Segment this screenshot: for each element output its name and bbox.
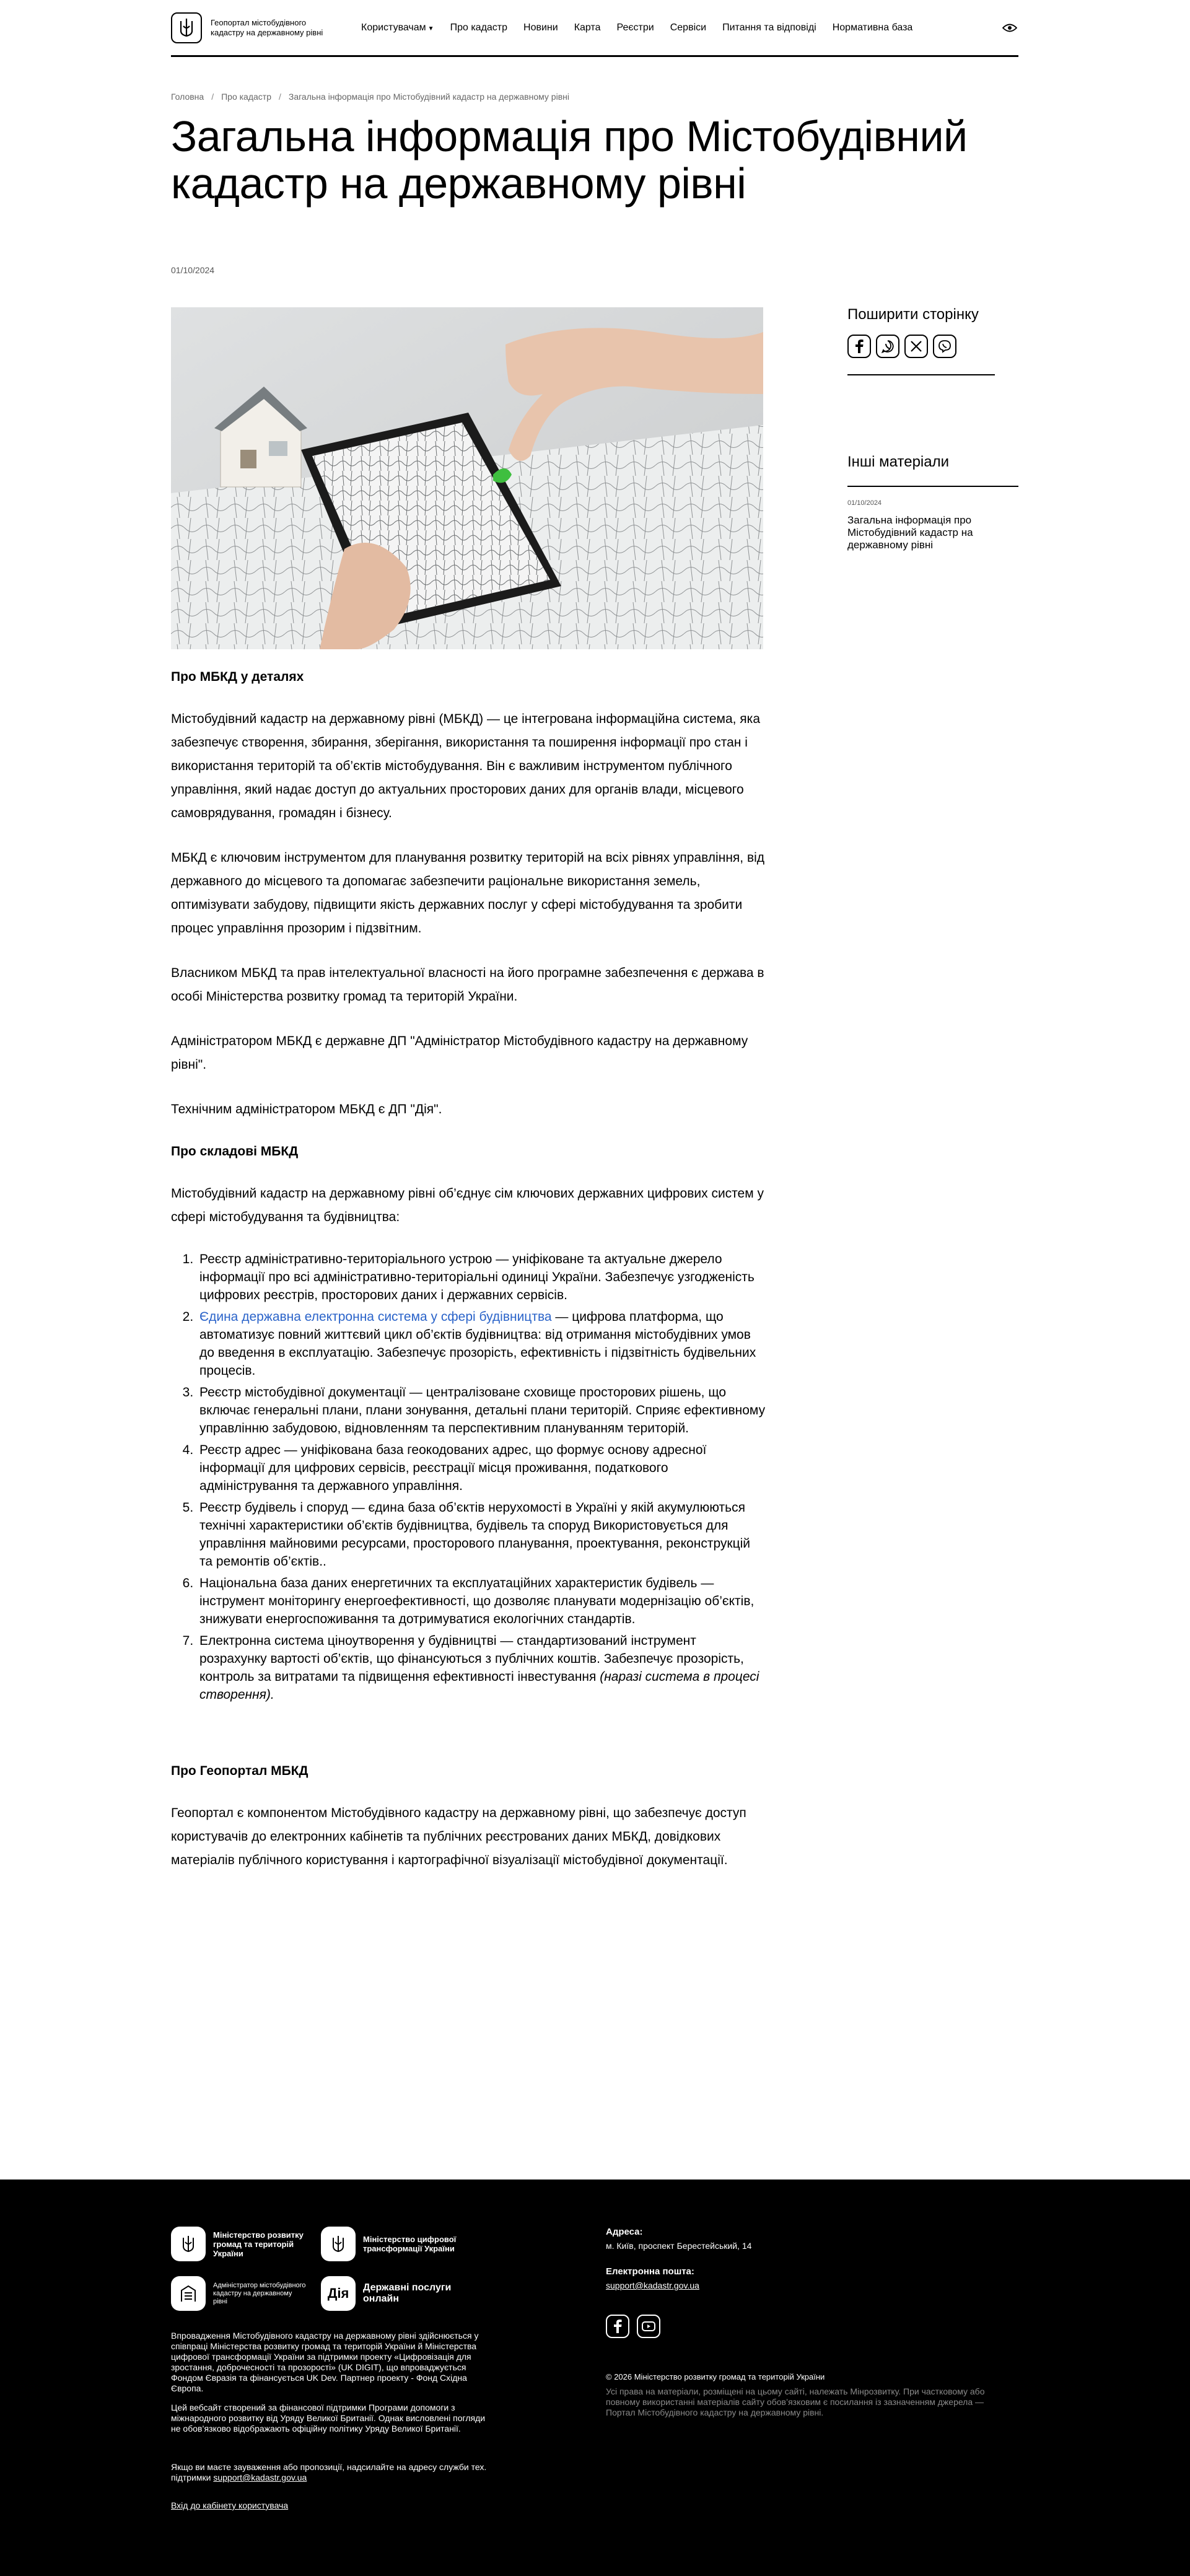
section-heading: Про складові МБКД — [171, 1144, 299, 1159]
section-heading: Про Геопортал МБКД — [171, 1764, 308, 1778]
article-body — [171, 668, 766, 1893]
breadcrumb-home[interactable]: Головна — [171, 92, 204, 102]
list-item-text: Електронна система ціноутворення у будівництві — стандартизований інструмент розрахунку вартості об’єктів, що фінансуються з публічних коштів. Забезпечує прозорість, контроль за витратами та підвищення ефективності інвестування — [199, 1634, 744, 1684]
nav-label: Користувачам — [361, 22, 426, 33]
construction-system-link[interactable]: Єдина державна електронна система у сфері будівництва — [199, 1310, 552, 1324]
address-value: м. Київ, проспект Берестейський, 14 — [606, 2241, 752, 2251]
email-block — [606, 2266, 699, 2290]
nav-item-registries[interactable]: Реєстри — [616, 22, 654, 33]
email-link[interactable]: support@kadastr.gov.ua — [606, 2280, 699, 2290]
youtube-icon[interactable] — [637, 2315, 660, 2338]
email-wrap — [606, 2280, 699, 2290]
trident-logo-icon[interactable] — [171, 12, 202, 43]
address-block — [606, 2227, 751, 2251]
trident-icon — [171, 2227, 206, 2261]
chevron-down-icon: ▼ — [427, 25, 434, 32]
minregion-logo[interactable] — [171, 2227, 306, 2261]
administrator-logo[interactable] — [171, 2276, 306, 2311]
breadcrumb-current: Загальна інформація про Містобудівний кадастр на державному рівні — [288, 92, 569, 102]
whatsapp-icon[interactable] — [876, 335, 899, 358]
paragraph: Містобудівний кадастр на державному рівні (МБКД) — це інтегрована інформаційна система, яка забезпечує створення, збирання, зберігання, використання та поширення інформації про стан і використання територій та об’єктів містобудування. Він є важливим інструментом публічного управління, який надає доступ до актуальних просторових даних для органів влади, місцевого самоврядування, громадян і бізнесу. — [171, 712, 761, 820]
nav-item-news[interactable]: Новини — [523, 22, 558, 33]
list-item-text: — цифрова платформа, що автоматизує повний життєвий цикл об’єктів будівництва: від отримання містобудівних умов до введення в експлуатацію. Забезпечує прозорість, ефективність і підзвітність будівельних процесів. — [199, 1310, 756, 1378]
paragraph: Власником МБКД та прав інтелектуальної власності на його програмне забезпечення є держава в особі Міністерства розвитку громад та територій України. — [171, 966, 764, 1004]
list-item: 3. Реєстр містобудівної документації — централізоване сховище просторових рішень, що включає генеральні плани, плани зонування, детальні плани територій. Сприяє ефективному управлінню забудовою, відновленням та перспективним плануванням територій. — [197, 1383, 766, 1437]
systems-list — [197, 1250, 766, 1704]
rights-notice: Усі права на матеріали, розміщені на цьому сайті, належать Мінрозвитку. При частковому або повному використанні матеріалів сайту обов’язковим є посилання із зазначенням джерела — Портал Містобудівного кадастру на державному рівні. — [606, 2386, 985, 2417]
logo-text[interactable]: Геопортал містобудівного кадастру на державному рівні — [211, 17, 323, 37]
nav-item-map[interactable]: Карта — [574, 22, 601, 33]
paragraph: Адміністратором МБКД є державне ДП "Адміністратор Містобудівного кадастру на державному рівні". — [171, 1034, 748, 1072]
diia-logo[interactable] — [321, 2276, 475, 2311]
x-icon[interactable] — [904, 335, 928, 358]
site-header — [171, 0, 1018, 57]
paragraph: Містобудівний кадастр на державному рівні об’єднує сім ключових державних цифрових систем у сфері містобудування та будівництва: — [171, 1186, 764, 1224]
logo-text: Адміністратор містобудівного кадастру на державному рівні — [213, 2281, 306, 2305]
support-text: Якщо ви маєте зауваження або пропозиції, надсилайте на адресу служби тех. підтримки — [171, 2462, 487, 2482]
site-footer — [0, 2180, 1190, 2576]
main-nav — [353, 22, 921, 33]
list-item: 4. Реєстр адрес — уніфікована база геокодованих адрес, що формує основу адресної інформації для цифрових сервісів, реєстрації місця проживання, податкового адміністрування та державного управління. — [197, 1441, 766, 1495]
support-email-link[interactable]: support@kadastr.gov.ua — [213, 2473, 307, 2482]
footer-paragraph: Цей вебсайт створений за фінансової підтримки Програми допомоги з міжнародного розвитку від Уряду Великої Британії. Однак висловлені погляди не обов’язково відображають офіційну політику Уряду Великої Британії. — [171, 2403, 486, 2434]
share-icons — [847, 335, 956, 358]
nav-item-faq[interactable]: Питання та відповіді — [722, 22, 816, 33]
page-date: 01/10/2024 — [171, 265, 215, 275]
building-icon — [171, 2276, 206, 2311]
logo-text: Міністерство розвитку громад та територій України — [213, 2230, 304, 2258]
nav-item-legal[interactable]: Нормативна база — [832, 22, 913, 33]
footer-paragraph — [171, 2462, 493, 2483]
list-item: 1. Реєстр адміністративно-територіального устрою — уніфіковане та актуальне джерело інформації про всі адміністративно-територіальні одиниці України. Забезпечує узгодженість цифрових реєстрів, просторових даних і державних сервісів. — [197, 1250, 766, 1304]
other-material-date: 01/10/2024 — [847, 499, 882, 507]
list-item-note: (наразі система в процесі створення). — [199, 1670, 759, 1702]
other-material-link[interactable]: Загальна інформація про Містобудівний кадастр на державному рівні — [847, 514, 973, 551]
spacer — [171, 1725, 766, 1762]
paragraph: Технічним адміністратором МБКД є ДП "Дія". — [171, 1102, 442, 1116]
logo-text: Міністерство цифрової трансформації України — [363, 2235, 457, 2253]
hero-image — [171, 307, 763, 649]
breadcrumb-separator: / — [211, 92, 214, 102]
divider — [847, 374, 995, 375]
section-heading: Про МБКД у деталях — [171, 670, 304, 684]
mintsyfra-logo[interactable] — [321, 2227, 487, 2261]
breadcrumb — [171, 92, 569, 102]
nav-item-about[interactable]: Про кадастр — [450, 22, 508, 33]
footer-cabinet — [171, 2500, 493, 2511]
divider — [847, 486, 1018, 487]
breadcrumb-about[interactable]: Про кадастр — [221, 92, 271, 102]
list-item — [197, 1632, 766, 1704]
paragraph: Геопортал є компонентом Містобудівного кадастру на державному рівні, що забезпечує доступ користувачів до електронних кабінетів та публічних реєстрованих даних МБКД, довідкових матеріалів публічного користування і картографічної візуалізації містобудівної документації. — [171, 1806, 746, 1867]
footer-paragraph: Впровадження Містобудівного кадастру на державному рівні здійснюється у співпраці Міністерства розвитку громад та територій України й Міністерства цифрової трансформації України за підтримки проекту «Цифровізація для зростання, доброчесності та прозорості» (UK DIGIT), що впроваджується Фондом Євразія та фінансується UK Dev. Партнер проекту - Фонд Східна Європа. — [171, 2331, 479, 2393]
page-title: Загальна інформація про Містобудівний кадастр на державному рівні — [171, 112, 968, 208]
viber-icon[interactable] — [933, 335, 956, 358]
breadcrumb-separator: / — [279, 92, 281, 102]
paragraph: МБКД є ключовим інструментом для планування розвитку територій на всіх рівнях управління, від державного до місцевого та допомагає забезпечити раціональне використання земель, оптимізувати забудову, підвищити якість державних послуг у сфері містобудування та зробити процес управління прозорим і підзвітним. — [171, 851, 765, 935]
address-label: Адреса: — [606, 2227, 643, 2237]
diia-mark: Дія — [321, 2276, 356, 2311]
email-label: Електронна пошта: — [606, 2266, 694, 2277]
social-icons — [606, 2315, 660, 2338]
trident-icon — [321, 2227, 356, 2261]
facebook-icon[interactable] — [606, 2315, 629, 2338]
logo-text: Державні послуги онлайн — [363, 2282, 452, 2304]
accessibility-eye-icon[interactable] — [1001, 19, 1018, 37]
share-title: Поширити сторінку — [847, 306, 979, 323]
list-item — [197, 1308, 766, 1380]
list-item: 5. Реєстр будівель і споруд — єдина база об’єктів нерухомості в Україні у якій акумулюються технічні характеристики об’єктів будівництва, будівель та споруд Використовується для управління майновими ресурсами, просторового планування, проектування, реконструкцій та ремонтів об’єктів.. — [197, 1499, 766, 1571]
nav-item-services[interactable]: Сервіси — [670, 22, 707, 33]
nav-item-users[interactable] — [353, 22, 442, 33]
cabinet-link[interactable]: Вхід до кабінету користувача — [171, 2500, 289, 2510]
list-item: 6. Національна база даних енергетичних та експлуатаційних характеристик будівель — інструмент моніторингу енергоефективності, що дозволяє планувати модернізацію об’єктів, знижувати енергоспоживання та дотримуватися екологічних стандартів. — [197, 1574, 766, 1628]
copyright: © 2026 Міністерство розвитку громад та територій України — [606, 2372, 825, 2381]
other-materials-title: Інші матеріали — [847, 453, 950, 470]
facebook-icon[interactable] — [847, 335, 871, 358]
